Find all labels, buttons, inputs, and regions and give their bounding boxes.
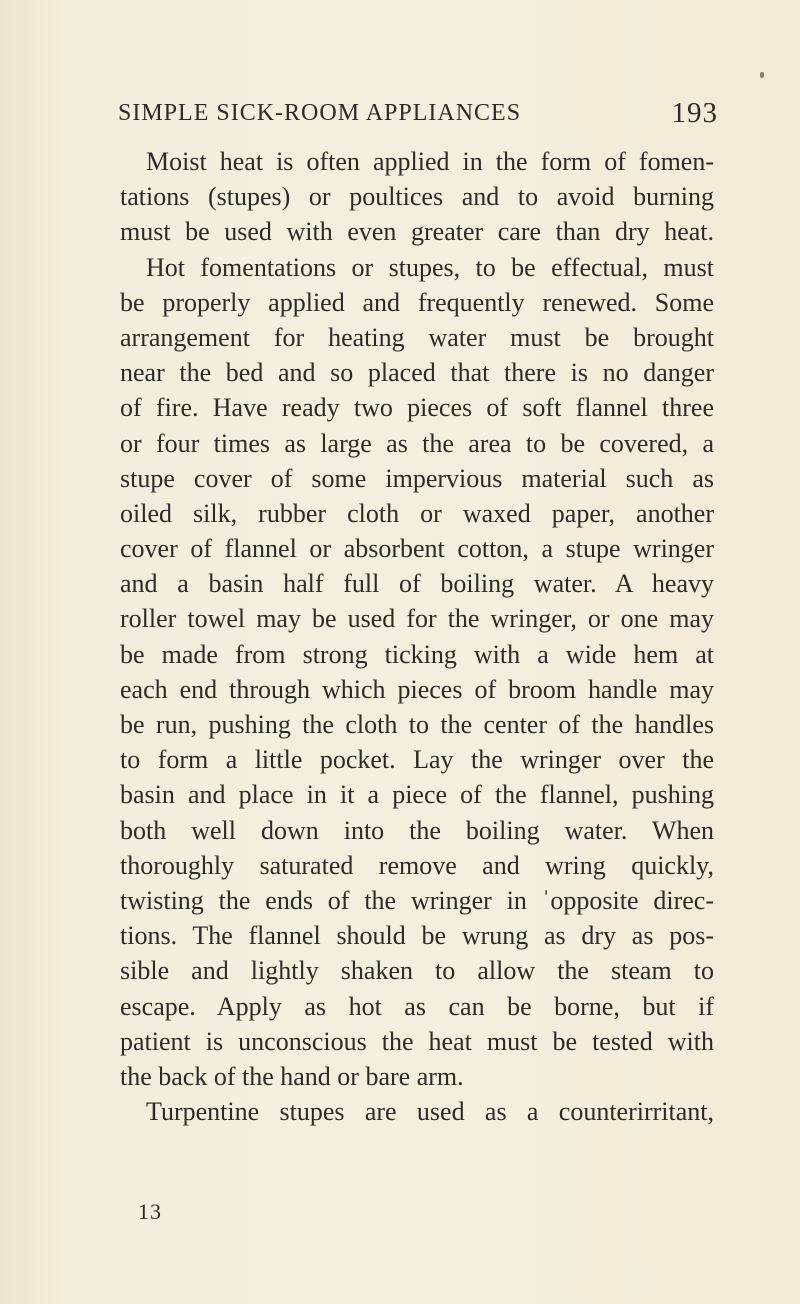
text-line: thoroughly saturated remove and wring quickly,	[120, 850, 714, 880]
running-head: SIMPLE SICK-ROOM APPLIANCES	[118, 100, 522, 126]
text-line: Hot fomentations or stupes, to be effectual, must	[146, 252, 714, 282]
body-text	[120, 144, 714, 1129]
text-line: both well down into the boiling water. When	[120, 815, 714, 845]
text-line: cover of flannel or absorbent cotton, a stupe wringer	[120, 534, 714, 564]
ink-speck	[760, 72, 764, 78]
page-header	[118, 97, 718, 144]
signature-mark: 13	[138, 1199, 162, 1224]
text-line: stupe cover of some impervious material such as	[120, 463, 714, 493]
text-line: near the bed and so placed that there is no danger	[120, 358, 714, 388]
text-line: patient is unconscious the heat must be tested with	[120, 1026, 714, 1056]
text-line: Turpentine stupes are used as a counterirritant,	[146, 1097, 714, 1127]
text-line: be made from strong ticking with a wide hem at	[120, 639, 714, 669]
text-line: oiled silk, rubber cloth or waxed paper, another	[120, 498, 714, 528]
text-line: the back of the hand or bare arm.	[120, 1061, 464, 1091]
text-line: or four times as large as the area to be covered, a	[120, 428, 714, 458]
text-line: Moist heat is often applied in the form of fomen-	[146, 147, 714, 176]
text-line: tations (stupes) or poultices and to avoid burning	[120, 182, 714, 212]
page-number: 193	[671, 97, 718, 129]
text-line: must be used with even greater care than dry heat.	[120, 217, 714, 247]
text-line: escape. Apply as hot as can be borne, but if	[120, 991, 714, 1021]
text-line: twisting the ends of the wringer in ˈopposite direc-	[120, 885, 714, 915]
text-line: of fire. Have ready two pieces of soft flannel three	[120, 393, 714, 423]
text-line: be run, pushing the cloth to the center of the handles	[120, 710, 714, 739]
text-line: be properly applied and frequently renewed. Some	[120, 287, 714, 317]
text-line: and a basin half full of boiling water. A heavy	[120, 569, 714, 599]
text-line: tions. The flannel should be wrung as dry as pos-	[120, 921, 714, 951]
text-line: sible and lightly shaken to allow the steam to	[120, 956, 714, 986]
text-line: to form a little pocket. Lay the wringer over the	[120, 745, 714, 775]
text-line: each end through which pieces of broom handle may	[120, 674, 714, 704]
text-line: arrangement for heating water must be brought	[120, 322, 714, 352]
text-line: roller towel may be used for the wringer, or one may	[120, 604, 714, 634]
text-line: basin and place in it a piece of the flannel, pushing	[120, 780, 714, 810]
